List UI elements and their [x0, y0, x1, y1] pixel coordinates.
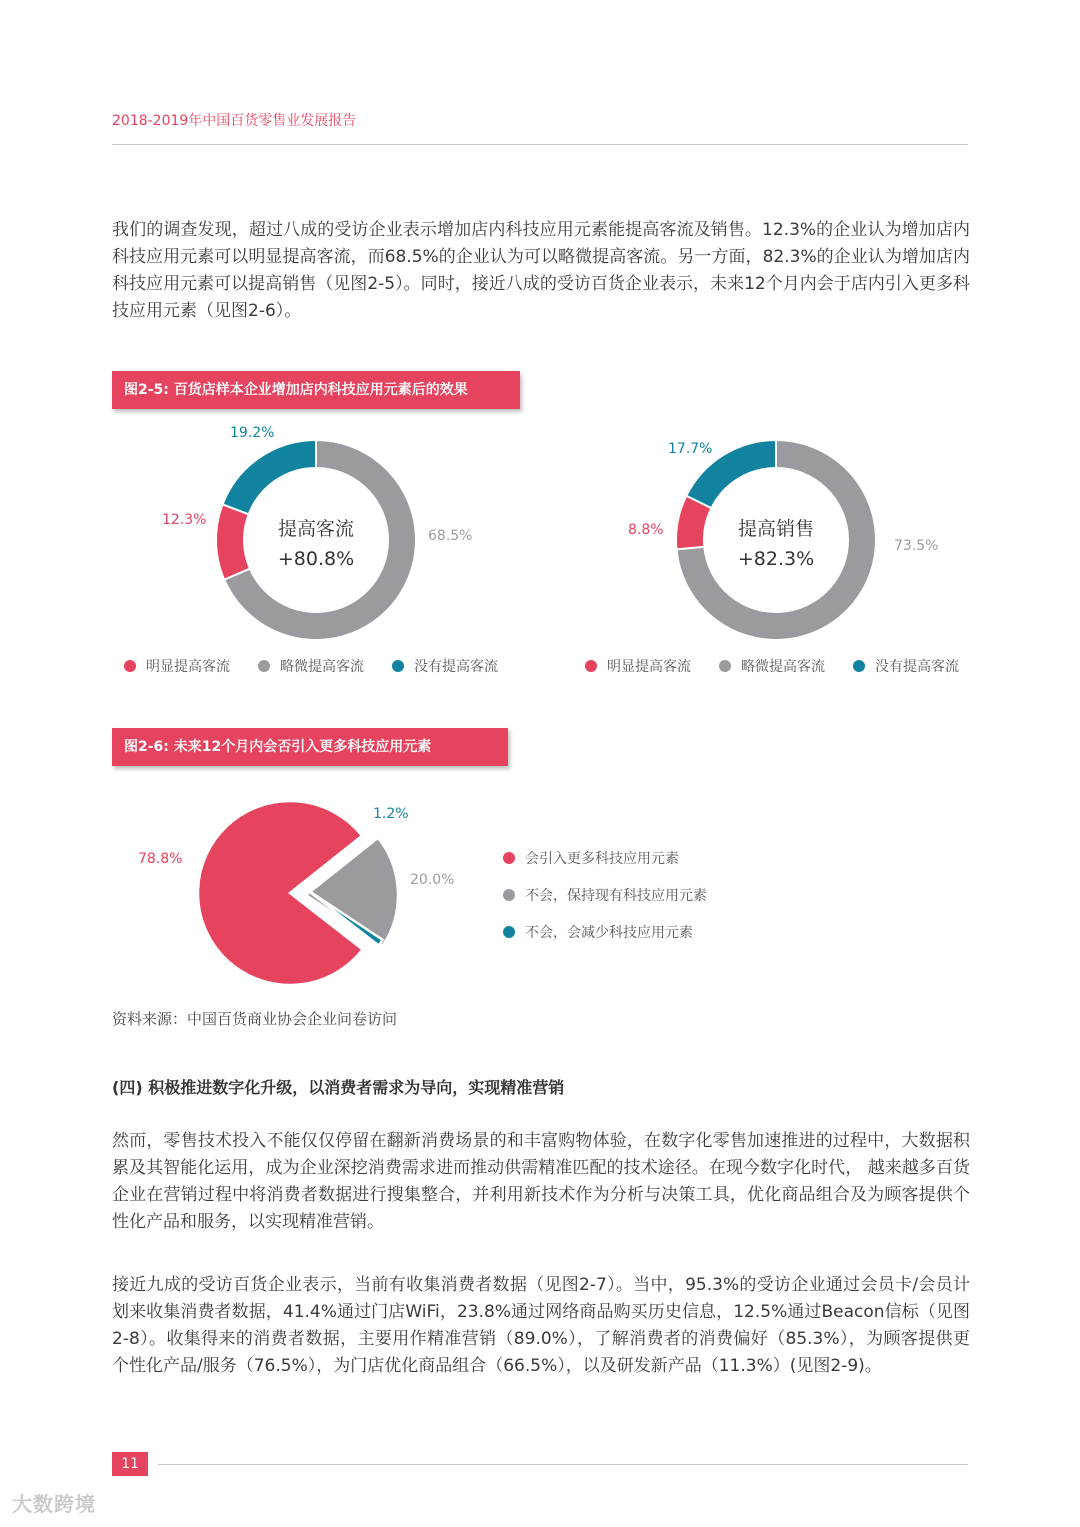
header-divider [112, 144, 968, 145]
legend-label: 略微提高客流 [741, 659, 825, 675]
figure-2-5-title: 图2-5: 百货店样本企业增加店内科技应用元素后的效果 [112, 371, 520, 409]
pie-label-teal: 1.2% [373, 806, 409, 822]
legend-dot-gray [503, 889, 515, 901]
legend-item-slight [719, 656, 825, 676]
donut-chart-sales [600, 430, 1000, 660]
donut2-label-teal: 17.7% [668, 441, 713, 457]
legend-item-slight [258, 656, 364, 676]
pie-legend [503, 848, 707, 942]
report-header-title: 2018-2019年中国百货零售业发展报告 [112, 113, 357, 129]
section-heading: (四) 积极推进数字化升级，以消费者需求为导向，实现精准营销 [112, 1078, 565, 1097]
pie-chart-tech-plans [120, 795, 500, 995]
donut1-legend [124, 656, 498, 676]
intro-paragraph: 我们的调查发现，超过八成的受访企业表示增加店内科技应用元素能提高客流及销售。12.3%的企业认为增加店内科技应用元素可以明显提高客流，而68.5%的企业认为可以略微提高客流。另一方面，82.3%的企业认为增加店内科技应用元素可以提高销售（见图2-5）。同时，接近八成的受访百货企业表示，未来12个月内会于店内引入更多科技应用元素（见图2-6）。 [112, 220, 970, 321]
legend-dot-pink [124, 660, 136, 672]
donut2-label-gray: 73.5% [894, 538, 939, 554]
legend-item-none [392, 656, 498, 676]
donut1-label-gray: 68.5% [428, 528, 473, 544]
donut2-center-value: +82.3% [737, 548, 815, 570]
legend-label: 会引入更多科技应用元素 [525, 851, 679, 867]
donut2-legend [585, 656, 959, 676]
donut1-label-pink: 12.3% [162, 512, 207, 528]
legend-dot-pink [503, 852, 515, 864]
donut1-label-teal: 19.2% [230, 425, 275, 441]
legend-item-keep-existing [503, 885, 707, 905]
legend-label: 不会，会减少科技应用元素 [525, 925, 693, 941]
donut-slice-0 [216, 504, 250, 579]
watermark-logo: 大数跨境 [12, 1492, 96, 1516]
legend-dot-gray [719, 660, 731, 672]
donut-chart-customer-flow [140, 420, 540, 660]
donut1-center-label: 提高客流 [277, 518, 355, 540]
legend-dot-pink [585, 660, 597, 672]
legend-dot-gray [258, 660, 270, 672]
donut2-center-label: 提高销售 [737, 518, 815, 540]
body-paragraph-2: 然而，零售技术投入不能仅仅停留在翻新消费场景的和丰富购物体验，在数字化零售加速推进的过程中，大数据积累及其智能化运用，成为企业深挖消费需求进而推动供需精准匹配的技术途径。在现今数字化时代， 越来越多百货企业在营销过程中将消费者数据进行搜集整合，并利用新技术作为分析与决策工具，优化商品组合及为顾客提供个性化产品和服务，以实现精准营销。 [112, 1131, 970, 1232]
legend-label: 没有提高客流 [875, 659, 959, 675]
legend-label: 没有提高客流 [414, 659, 498, 675]
data-source-note: 资料来源：中国百货商业协会企业问卷访问 [112, 1010, 398, 1028]
donut1-center-value: +80.8% [277, 548, 355, 570]
footer-divider [158, 1464, 968, 1465]
legend-item-none [853, 656, 959, 676]
pie-label-pink: 78.8% [138, 851, 183, 867]
legend-item-introduce-more [503, 848, 707, 868]
figure-2-6-title: 图2-6: 未来12个月内会否引入更多科技应用元素 [112, 728, 508, 766]
page-number: 11 [112, 1452, 148, 1476]
legend-label: 明显提高客流 [146, 659, 230, 675]
pie-label-gray: 20.0% [410, 872, 455, 888]
legend-dot-teal [392, 660, 404, 672]
donut-slice-2 [223, 440, 316, 514]
legend-label: 明显提高客流 [607, 659, 691, 675]
body-paragraph-3: 接近九成的受访百货企业表示，当前有收集消费者数据（见图2-7）。当中，95.3%的受访企业通过会员卡/会员计划来收集消费者数据，41.4%通过门店WiFi，23.8%通过网络商品购买历史信息，12.5%通过Beacon信标（见图2-8）。收集得来的消费者数据，主要用作精准营销（89.0%），了解消费者的消费偏好（85.3%），为顾客提供更个性化产品/服务（76.5%），为门店优化商品组合（66.5%），以及研发新产品（11.3%）(见图2-9)。 [112, 1275, 970, 1376]
donut2-label-pink: 8.8% [628, 522, 664, 538]
legend-item-reduce [503, 922, 707, 942]
legend-label: 略微提高客流 [280, 659, 364, 675]
legend-item-significant [585, 656, 691, 676]
legend-label: 不会，保持现有科技应用元素 [525, 888, 707, 904]
legend-dot-teal [503, 926, 515, 938]
legend-dot-teal [853, 660, 865, 672]
legend-item-significant [124, 656, 230, 676]
